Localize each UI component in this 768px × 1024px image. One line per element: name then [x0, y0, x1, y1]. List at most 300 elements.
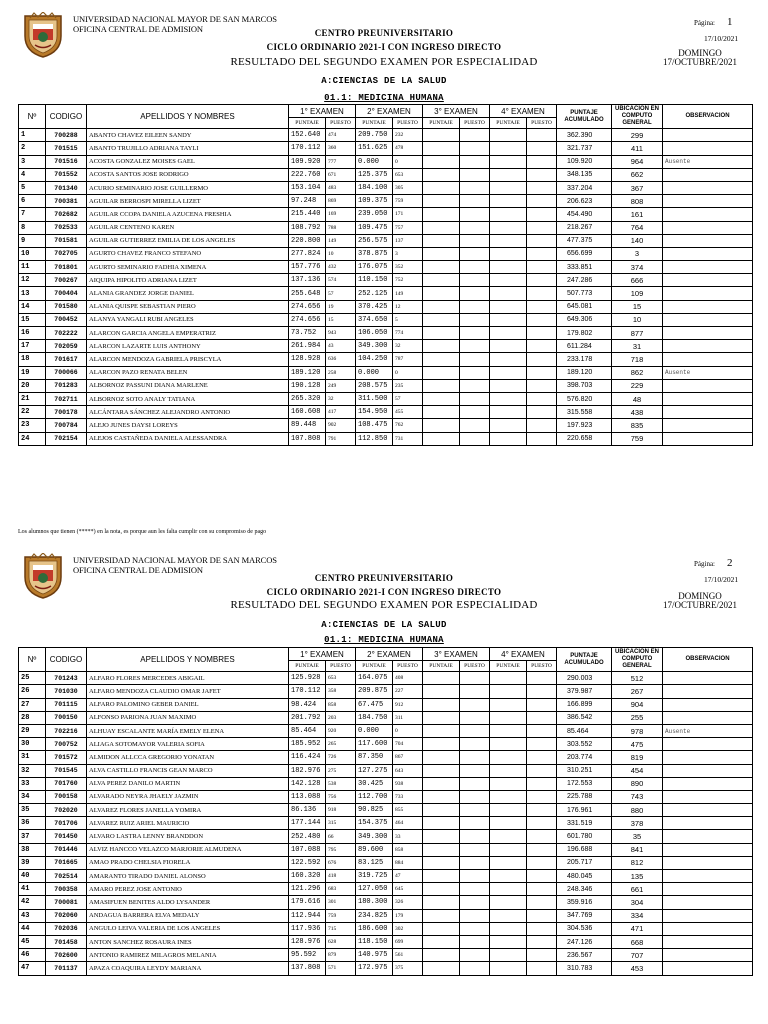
observation	[663, 790, 753, 803]
exam1-score: 121.296	[289, 883, 326, 896]
exam4-place	[527, 181, 557, 194]
observation	[663, 353, 753, 366]
student-code: 701760	[46, 777, 87, 790]
exam3-score	[423, 142, 460, 155]
exam1-score: 107.088	[289, 843, 326, 856]
office-name: OFICINA CENTRAL DE ADMISION	[73, 24, 203, 34]
exam4-score	[490, 287, 527, 300]
row-number: 29	[19, 724, 46, 737]
exam3-place	[460, 843, 490, 856]
row-number: 23	[19, 419, 46, 432]
exam2-score: 106.050	[356, 327, 393, 340]
exam4-place	[527, 896, 557, 909]
exam4-score	[490, 830, 527, 843]
general-rank: 109	[612, 287, 663, 300]
exam3-place	[460, 804, 490, 817]
exam4-place	[527, 751, 557, 764]
general-rank: 267	[612, 685, 663, 698]
table-row	[19, 432, 753, 445]
observation	[663, 129, 753, 142]
exam1-place: 574	[326, 274, 356, 287]
exam4-place	[527, 379, 557, 392]
table-row	[19, 843, 753, 856]
general-rank: 15	[612, 300, 663, 313]
exam2-score: 378.875	[356, 247, 393, 260]
student-code: 701545	[46, 764, 87, 777]
exam1-place: 432	[326, 261, 356, 274]
exam3-score	[423, 817, 460, 830]
student-code: 701515	[46, 142, 87, 155]
col-exam4: 4° EXAMEN	[490, 105, 557, 118]
exam2-score: 374.650	[356, 313, 393, 326]
exam2-place: 645	[393, 883, 423, 896]
table-row	[19, 155, 753, 168]
row-number: 9	[19, 234, 46, 247]
row-number: 14	[19, 300, 46, 313]
exam4-place	[527, 935, 557, 948]
accumulated-score: 197.923	[557, 419, 612, 432]
exam4-place	[527, 208, 557, 221]
exam4-place	[527, 366, 557, 379]
row-number: 15	[19, 313, 46, 326]
exam2-score: 151.625	[356, 142, 393, 155]
accumulated-score: 362.390	[557, 129, 612, 142]
exam3-score	[423, 896, 460, 909]
student-name: ALVAREZ FLORES JANELLA YOMIRA	[87, 804, 289, 817]
exam3-score	[423, 300, 460, 313]
student-code: 700081	[46, 896, 87, 909]
row-number: 20	[19, 379, 46, 392]
exam3-place	[460, 764, 490, 777]
student-code: 701801	[46, 261, 87, 274]
general-rank: 890	[612, 777, 663, 790]
observation	[663, 856, 753, 869]
exam1-place: 258	[326, 366, 356, 379]
exam2-score: 154.375	[356, 817, 393, 830]
exam2-place: 561	[393, 949, 423, 962]
page-number	[694, 16, 733, 28]
student-code: 700066	[46, 366, 87, 379]
exam3-score	[423, 909, 460, 922]
exam1-place: 628	[326, 935, 356, 948]
student-code: 700404	[46, 287, 87, 300]
exam1-place: 169	[326, 208, 356, 221]
exam3-place	[460, 817, 490, 830]
exam1-score: 179.616	[289, 896, 326, 909]
row-number: 13	[19, 287, 46, 300]
table-row	[19, 751, 753, 764]
observation	[663, 327, 753, 340]
exam-day: DOMINGO	[678, 48, 722, 58]
exam1-score: 222.760	[289, 168, 326, 181]
student-code: 700288	[46, 129, 87, 142]
results-table	[18, 647, 753, 976]
observation	[663, 419, 753, 432]
exam4-place	[527, 195, 557, 208]
row-number: 16	[19, 327, 46, 340]
exam4-score	[490, 221, 527, 234]
exam3-score	[423, 764, 460, 777]
exam4-place	[527, 432, 557, 445]
exam2-score: 112.850	[356, 432, 393, 445]
exam2-score: 349.300	[356, 830, 393, 843]
row-number: 47	[19, 962, 46, 975]
exam2-place: 731	[393, 432, 423, 445]
exam4-place	[527, 870, 557, 883]
exam3-place	[460, 313, 490, 326]
accumulated-score: 189.120	[557, 366, 612, 379]
row-number: 2	[19, 142, 46, 155]
exam2-place: 33	[393, 830, 423, 843]
exam3-place	[460, 962, 490, 975]
exam2-place: 455	[393, 406, 423, 419]
exam2-place: 171	[393, 208, 423, 221]
exam1-place: 10	[326, 247, 356, 260]
student-code: 700452	[46, 313, 87, 326]
observation	[663, 340, 753, 353]
exam3-place	[460, 870, 490, 883]
row-number: 18	[19, 353, 46, 366]
student-code: 702059	[46, 340, 87, 353]
observation	[663, 208, 753, 221]
exam4-place	[527, 817, 557, 830]
accumulated-score: 304.536	[557, 922, 612, 935]
accumulated-score: 337.204	[557, 181, 612, 194]
exam1-place: 315	[326, 817, 356, 830]
exam2-score: 349.300	[356, 340, 393, 353]
exam1-place: 301	[326, 896, 356, 909]
student-code: 701572	[46, 751, 87, 764]
exam1-score: 189.120	[289, 366, 326, 379]
exam1-score: 86.136	[289, 804, 326, 817]
exam2-score: 83.125	[356, 856, 393, 869]
university-header	[73, 555, 277, 575]
row-number: 10	[19, 247, 46, 260]
col-place: PUESTO	[460, 661, 490, 672]
student-code: 701340	[46, 181, 87, 194]
student-name: AGUILAR CENTENO KAREN	[87, 221, 289, 234]
exam2-score: 208.575	[356, 379, 393, 392]
exam1-place: 858	[326, 698, 356, 711]
university-name: UNIVERSIDAD NACIONAL MAYOR DE SAN MARCOS	[73, 14, 277, 24]
table-row	[19, 419, 753, 432]
accumulated-score: 347.769	[557, 909, 612, 922]
exam2-place: 12	[393, 300, 423, 313]
student-name: AIQUIPA HIPOLITO ADRIANA LIZET	[87, 274, 289, 287]
col-exam3: 3° EXAMEN	[423, 648, 490, 661]
general-rank: 48	[612, 392, 663, 405]
table-row	[19, 366, 753, 379]
exam2-place: 179	[393, 909, 423, 922]
exam4-score	[490, 142, 527, 155]
accumulated-score: 480.045	[557, 870, 612, 883]
exam3-place	[460, 155, 490, 168]
row-number: 28	[19, 711, 46, 724]
accumulated-score: 333.851	[557, 261, 612, 274]
exam2-score: 127.275	[356, 764, 393, 777]
exam2-place: 326	[393, 896, 423, 909]
exam4-place	[527, 287, 557, 300]
exam3-score	[423, 672, 460, 685]
accumulated-score: 225.788	[557, 790, 612, 803]
exam3-place	[460, 935, 490, 948]
general-rank: 35	[612, 830, 663, 843]
row-number: 8	[19, 221, 46, 234]
general-rank: 759	[612, 432, 663, 445]
col-no: Nº	[19, 648, 46, 672]
table-row	[19, 777, 753, 790]
col-names: APELLIDOS Y NOMBRES	[87, 648, 289, 672]
exam1-score: 201.792	[289, 711, 326, 724]
exam3-score	[423, 155, 460, 168]
exam3-score	[423, 340, 460, 353]
exam2-score: 184.750	[356, 711, 393, 724]
exam4-score	[490, 129, 527, 142]
student-name: ALVA CASTILLO FRANCIS GEAN MARCO	[87, 764, 289, 777]
student-name: ALARCON PAZO RENATA BELEN	[87, 366, 289, 379]
exam4-score	[490, 817, 527, 830]
exam3-place	[460, 221, 490, 234]
accumulated-score: 645.081	[557, 300, 612, 313]
exam3-place	[460, 830, 490, 843]
exam3-score	[423, 711, 460, 724]
student-name: ALEJOS CASTAÑEDA DANIELA ALESSANDRA	[87, 432, 289, 445]
row-number: 7	[19, 208, 46, 221]
exam3-score	[423, 392, 460, 405]
student-name: AMARANTO TIRADO DANIEL ALONSO	[87, 870, 289, 883]
student-name: ABANTO CHAVEZ EILEEN SANDY	[87, 129, 289, 142]
row-number: 11	[19, 261, 46, 274]
table-row	[19, 909, 753, 922]
general-rank: 819	[612, 751, 663, 764]
exam3-place	[460, 327, 490, 340]
observation	[663, 392, 753, 405]
row-number: 44	[19, 922, 46, 935]
accumulated-score: 348.135	[557, 168, 612, 181]
student-code: 700784	[46, 419, 87, 432]
table-row	[19, 870, 753, 883]
exam4-score	[490, 870, 527, 883]
accumulated-score: 310.251	[557, 764, 612, 777]
exam3-score	[423, 751, 460, 764]
exam3-score	[423, 208, 460, 221]
general-rank: 812	[612, 856, 663, 869]
exam3-place	[460, 909, 490, 922]
exam2-place: 855	[393, 804, 423, 817]
exam2-score: 186.600	[356, 922, 393, 935]
exam1-score: 128.928	[289, 353, 326, 366]
student-code: 700267	[46, 274, 87, 287]
exam3-place	[460, 724, 490, 737]
student-name: ALVIZ HANCCO VELAZCO MARJORIE ALMUDENA	[87, 843, 289, 856]
exam1-score: 182.976	[289, 764, 326, 777]
title-centro: CENTRO PREUNIVERSITARIO	[314, 28, 454, 38]
accumulated-score: 196.688	[557, 843, 612, 856]
student-code: 701706	[46, 817, 87, 830]
student-code: 701030	[46, 685, 87, 698]
exam1-score: 73.752	[289, 327, 326, 340]
exam3-score	[423, 327, 460, 340]
exam3-place	[460, 883, 490, 896]
observation	[663, 195, 753, 208]
exam3-place	[460, 287, 490, 300]
student-code: 701581	[46, 234, 87, 247]
exam4-place	[527, 777, 557, 790]
student-name: ALFARO FLORES MERCEDES ABIGAIL	[87, 672, 289, 685]
student-code: 701516	[46, 155, 87, 168]
student-name: ALBORNOZ SOTO ANALY TATIANA	[87, 392, 289, 405]
row-number: 42	[19, 896, 46, 909]
general-rank: 707	[612, 949, 663, 962]
exam1-place: 943	[326, 327, 356, 340]
exam1-score: 160.608	[289, 406, 326, 419]
exam4-place	[527, 353, 557, 366]
col-place: PUESTO	[326, 661, 356, 672]
exam3-place	[460, 274, 490, 287]
general-rank: 808	[612, 195, 663, 208]
table-row	[19, 313, 753, 326]
exam2-place: 0	[393, 724, 423, 737]
exam2-score: 234.825	[356, 909, 393, 922]
general-rank: 862	[612, 366, 663, 379]
col-score: PUNTAJE	[423, 661, 460, 672]
exam1-place: 902	[326, 419, 356, 432]
exam4-place	[527, 392, 557, 405]
row-number: 45	[19, 935, 46, 948]
exam2-place: 752	[393, 274, 423, 287]
accumulated-score: 290.003	[557, 672, 612, 685]
general-rank: 454	[612, 764, 663, 777]
exam4-place	[527, 790, 557, 803]
student-code: 702216	[46, 724, 87, 737]
row-number: 4	[19, 168, 46, 181]
table-row	[19, 804, 753, 817]
row-number: 35	[19, 804, 46, 817]
accumulated-score: 310.783	[557, 962, 612, 975]
exam4-score	[490, 247, 527, 260]
accumulated-score: 109.920	[557, 155, 612, 168]
exam1-place: 149	[326, 234, 356, 247]
student-name: ANDAGUA BARRERA ELVA MEDALY	[87, 909, 289, 922]
observation: Ausente	[663, 155, 753, 168]
col-score: PUNTAJE	[423, 118, 460, 129]
row-number: 26	[19, 685, 46, 698]
accumulated-score: 601.780	[557, 830, 612, 843]
exam1-score: 177.144	[289, 817, 326, 830]
university-name: UNIVERSIDAD NACIONAL MAYOR DE SAN MARCOS	[73, 555, 277, 565]
exam4-score	[490, 685, 527, 698]
exam2-score: 125.375	[356, 168, 393, 181]
exam3-score	[423, 234, 460, 247]
exam3-score	[423, 856, 460, 869]
accumulated-score: 179.802	[557, 327, 612, 340]
exam3-place	[460, 234, 490, 247]
exam4-place	[527, 221, 557, 234]
table-row	[19, 274, 753, 287]
exam4-score	[490, 379, 527, 392]
student-name: ALEJO JUNES DAYSI LOREYS	[87, 419, 289, 432]
row-number: 17	[19, 340, 46, 353]
exam4-place	[527, 685, 557, 698]
exam3-place	[460, 419, 490, 432]
general-rank: 299	[612, 129, 663, 142]
exam4-place	[527, 155, 557, 168]
exam4-score	[490, 406, 527, 419]
exam1-place: 15	[326, 313, 356, 326]
observation	[663, 777, 753, 790]
general-rank: 378	[612, 817, 663, 830]
col-score: PUNTAJE	[289, 118, 326, 129]
exam2-place: 235	[393, 379, 423, 392]
exam4-score	[490, 234, 527, 247]
exam2-place: 3	[393, 247, 423, 260]
exam3-place	[460, 340, 490, 353]
exam4-score	[490, 949, 527, 962]
exam1-score: 128.976	[289, 935, 326, 948]
table-row	[19, 685, 753, 698]
student-name: ANTON SANCHEZ ROSAURA INES	[87, 935, 289, 948]
table-row	[19, 962, 753, 975]
general-rank: 835	[612, 419, 663, 432]
exam1-place: 483	[326, 181, 356, 194]
col-rank: UBICACION EN COMPUTO GENERAL	[612, 648, 663, 672]
exam2-score: 0.000	[356, 155, 393, 168]
observation	[663, 711, 753, 724]
exam1-place: 474	[326, 129, 356, 142]
exam2-place: 305	[393, 181, 423, 194]
exam2-score: 118.150	[356, 935, 393, 948]
col-obs: OBSERVACION	[663, 648, 753, 672]
table-row	[19, 896, 753, 909]
exam2-score: 180.300	[356, 896, 393, 909]
exam4-score	[490, 168, 527, 181]
row-number: 34	[19, 790, 46, 803]
observation	[663, 181, 753, 194]
exam3-score	[423, 313, 460, 326]
general-rank: 964	[612, 155, 663, 168]
student-code: 702533	[46, 221, 87, 234]
col-code: CODIGO	[46, 105, 87, 129]
exam1-score: 112.944	[289, 909, 326, 922]
table-row	[19, 672, 753, 685]
observation	[663, 432, 753, 445]
general-rank: 475	[612, 738, 663, 751]
table-row	[19, 817, 753, 830]
exam2-score: 319.725	[356, 870, 393, 883]
student-code: 701552	[46, 168, 87, 181]
col-exam2: 2° EXAMEN	[356, 105, 423, 118]
exam3-score	[423, 247, 460, 260]
exam3-place	[460, 366, 490, 379]
exam2-score: 110.150	[356, 274, 393, 287]
student-code: 700150	[46, 711, 87, 724]
exam3-place	[460, 698, 490, 711]
student-name: ALFARO PALOMINO GEBER DANIEL	[87, 698, 289, 711]
exam1-score: 277.824	[289, 247, 326, 260]
exam2-place: 762	[393, 419, 423, 432]
exam1-score: 108.792	[289, 221, 326, 234]
row-number: 5	[19, 181, 46, 194]
observation	[663, 247, 753, 260]
exam3-score	[423, 261, 460, 274]
row-number: 32	[19, 764, 46, 777]
area-title: A:CIENCIAS DE LA SALUD	[321, 620, 447, 630]
exam3-place	[460, 300, 490, 313]
exam4-place	[527, 672, 557, 685]
exam3-score	[423, 962, 460, 975]
exam1-place: 788	[326, 221, 356, 234]
table-row	[19, 922, 753, 935]
